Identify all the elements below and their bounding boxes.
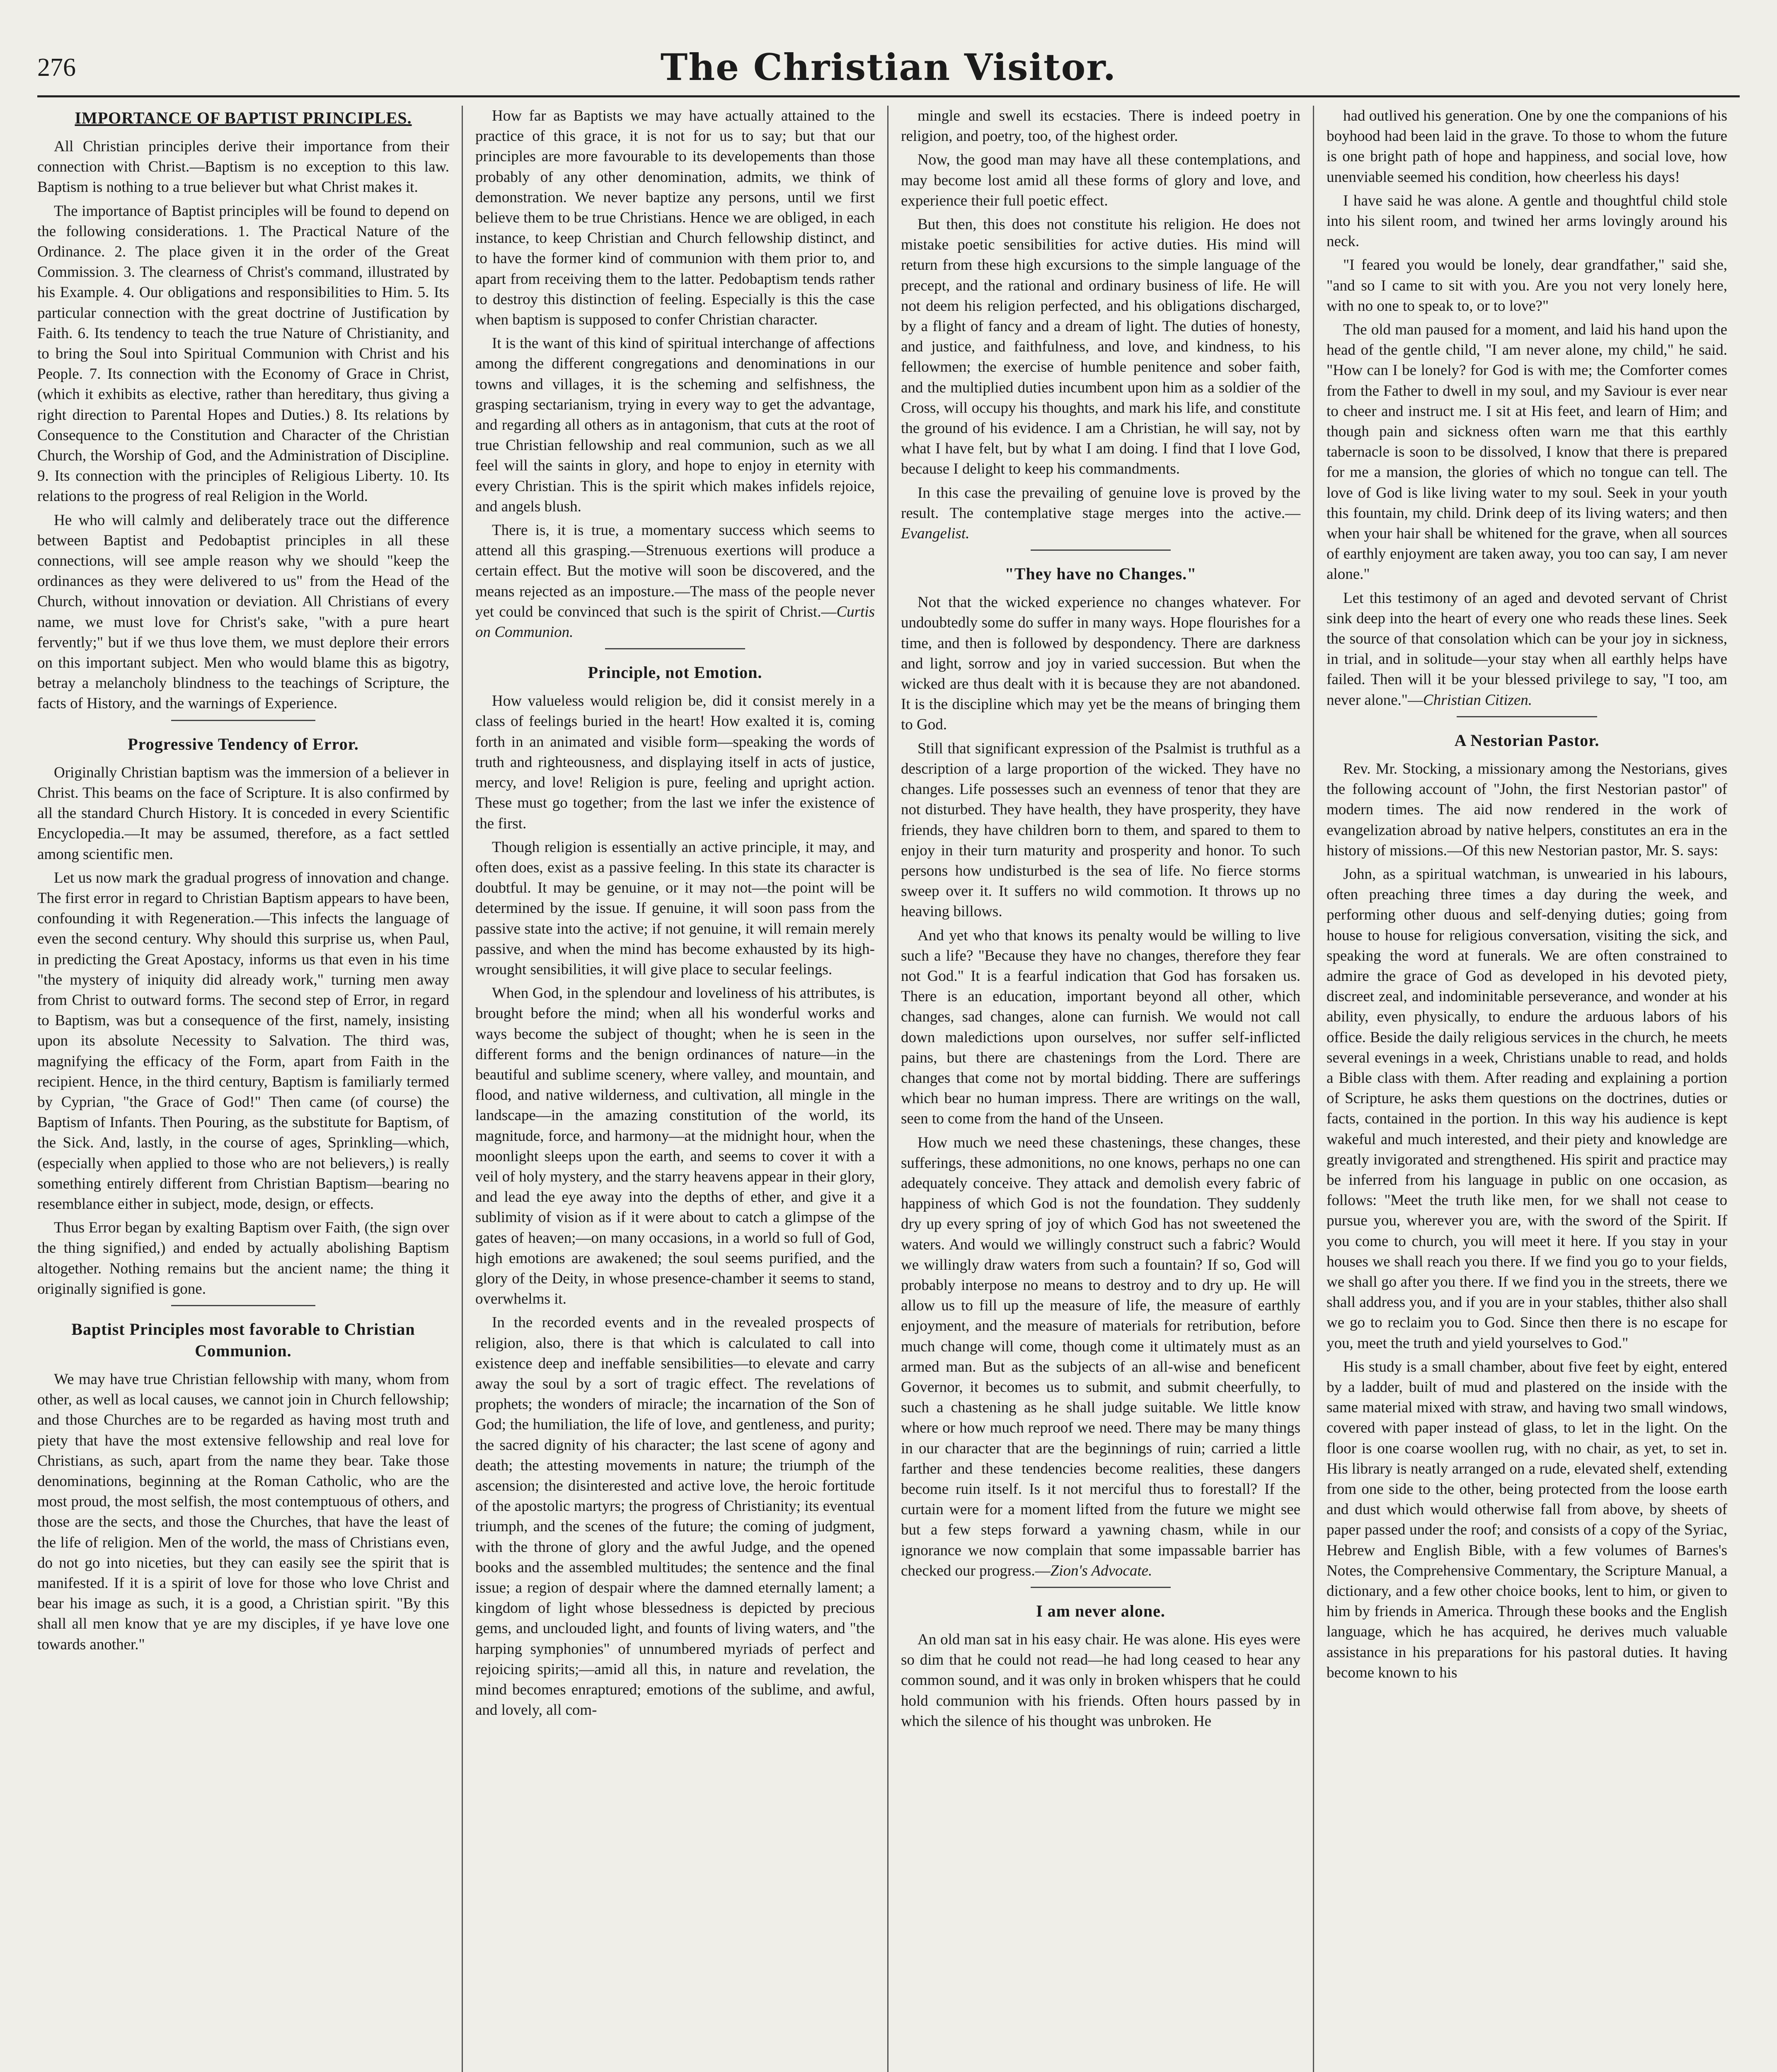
- divider: [1031, 1587, 1170, 1588]
- column-3: [888, 106, 1314, 2072]
- masthead: [37, 37, 1740, 97]
- divider: [1031, 549, 1170, 551]
- column-2: [463, 106, 888, 2072]
- paragraph: Rev. Mr. Stocking, a missionary among the Nestorians, gives the following account of "John, the first Nestorian pastor" of modern times. The aid now rendered in the work of evangelization abroad by native helpers, constitutes an era in the history of missions.—Of this new Nestorian pastor, Mr. S. says:: [1327, 760, 1727, 859]
- paragraph: When God, in the splendour and loveliness of his attributes, is brought before the mind; when all his wonderful works and ways become the subject of thought; when he is seen in the different forms and the benign ordinances of nature—in the beautiful and sublime scenery, where valley, and mountain, and flood, and native wilderness, and cultivation, all mingle in the landscape—in the amazing constitution of the world, its magnitude, force, and harmony—at the midnight hour, when the moonlight sleeps upon the earth, and seems to cover it with a veil of holy mystery, and the starry heavens appear in their glory, and lead the eye away into the depths of ether, and give it a sublimity of vision as if it were about to catch a glimpse of the gates of heaven;—on many occasions, in a world so full of God, high emotions are awakened; the soul seems purified, and the glory of the Deity, in whose presence-chamber it seems to stand, overwhelms it.: [475, 985, 875, 1308]
- paragraph: How far as Baptists we may have actually attained to the practice of this grace, it is not for us to say; but that our principles are more favourable to its developements than those probably of any other denomination, admits, we think of demonstration. We never baptize any persons, until we first believe them to be true Christians. Hence we are obliged, in each instance, to keep Christian and Church fellowship distinct, and to have the former kind of communion with them prior to, and apart from receiving them to the latter. Pedobaptism tends rather to destroy this distinction of feeling. Especially is this the case when baptism is supposed to confer Christian character.: [475, 107, 875, 329]
- column-1: [37, 106, 463, 2072]
- divider: [605, 648, 745, 649]
- article-heading: "They have no Changes.": [1005, 564, 1197, 583]
- paragraph: [901, 483, 1300, 544]
- article-heading: A Nestorian Pastor.: [1454, 731, 1600, 750]
- paragraph: His study is a small chamber, about five feet by eight, entered by a ladder, built of mud and plastered on the inside with the same material mixed with straw, and having two small windows, covered with paper instead of glass, to let in the light. On the floor is one coarse woollen rug, with no chair, as yet, to set in. His library is neatly arranged on a rude, elevated shelf, extending from one side to the other, being protected from the loose earth and dust which would otherwise fall from above, by sheets of paper passed under the roof; and consists of a copy of the Syriac, Hebrew and English Bible, with a few volumes of Barnes's Notes, the Comprehensive Commentary, the Scripture Manual, a dictionary, and a few other choice books, lent to him, or given to him by friends in America. Through these books and the English language, which he has acquired, he derives much valuable assistance in his preparations for his pastoral duties. It having become known to his: [1327, 1358, 1727, 1681]
- paragraph: John, as a spiritual watchman, is unwearied in his labours, often preaching three times a day during the week, and performing other duous and self-denying duties; going from house to house for religious conversation, visiting the sick, and speaking the word at funerals. We are often constrained to admire the grace of God as developed in his devoted piety, discreet zeal, and indominitable perseverance, and wonder at his ability, even physically, to endure the arduous labors of his office. Beside the daily religious services in the church, he meets several evenings in a week, Christians unable to read, and holds a Bible class with them. After reading and explaining a portion of Scripture, he asks them questions on the doctrines, duties or facts, contained in the portion. In this way his audience is kept wakeful and much interested, and their piety and knowledge are greatly invigorated and strengthened. His spirit and practice may be inferred from his language in public on one occasion, as follows: "Meet the truth like men, for we shall not cease to pursue you, wherever you are, with the sword of the Spirit. If you come to church, you will meet it here. If you stay in your houses we shall reach you there. If we find you go to your fields, we shall go after you there. If we find you in the streets, there we shall address you, and if you are in your stables, thither also shall we go to reclaim you to God. Since then there is no escape for you, meet the truth and yield yourselves to God.": [1327, 865, 1727, 1352]
- article-heading: Principle, not Emotion.: [588, 663, 763, 682]
- paragraph: In the recorded events and in the revealed prospects of religion, also, there is that which is calculated to call into existence deep and ineffable sensibilities—to elevate and carry away the soul by a sort of tragic effect. The revelations of prophets; the wonders of miracle; the incarnation of the Son of God; the humiliation, the life of love, and gentleness, and purity; the sacred dignity of his character; the last scene of agony and death; the attesting movements in nature; the triumph of the ascension; the disinterested and active love, the heroic fortitude of the apostolic martyrs; the progress of Christianity; its eventual triumph, and the scenes of the future; the coming of judgment, with the throne of glory and the awful Judge, and the opened books and the assembled multitudes; the sentence and the final issue; a region of despair where the damned eternally lament; a kingdom of light whose blessedness is depicted by precious gems, and unclouded light, and founts of living waters, and "the harping symphonies" of unnumbered myriads of perfect and rejoicing spirits;—amid all this, in nature and revelation, the mind becomes enraptured; emotions of the sublime, and awful, and lovely, all com-: [475, 1314, 875, 1719]
- newspaper-page: [37, 37, 1740, 2072]
- paragraph: The old man paused for a moment, and laid his hand upon the head of the gentle child, "I am never alone, my child," he said. "How can I be lonely? for God is with me; the Comforter comes from the Father to dwell in my soul, and my Saviour is ever near to cheer and instruct me. I sit at His feet, and learn of Him; and though pain and sickness often warn me that this earthly tabernacle is soon to be dissolved, I know that there is prepared for me a mansion, the glories of which no tongue can tell. The love of God is like living water to my soul. Seek in your youth this fountain, my child. Drink deep of its living waters; and then when your hair shall be whitened for the grave, when all sources of earthly enjoyment are taken away, you too can say, I am never alone.": [1327, 321, 1727, 583]
- paragraph: Still that significant expression of the Psalmist is truthful as a description of a large proportion of the wicked. They have no changes. Life possesses such an evenness of tenor that they are not disturbed. They have health, they have prosperity, they have friends, they have children born to them, and spared to them to enjoy in their turn maturity and prosperity and honor. To such persons how undisturbed is the sea of life. No fierce storms sweep over it. It suffers no wild commotion. It throws up no heaving billows.: [901, 740, 1300, 920]
- paragraph: The importance of Baptist principles will be found to depend on the following considerations. 1. The Practical Nature of the Ordinance. 2. The place given it in the order of the Great Commission. 3. The clearness of Christ's command, illustrated by his Example. 4. Our obligations and responsibilities to Him. 5. Its particular connection with the great doctrine of Justification by Faith. 6. Its tendency to teach the true Nature of Christianity, and to bring the Soul into Spiritual Communion with Christ and his People. 7. Its connection with the Economy of Grace in Christ, (which it exhibits as elective, rather than hereditary, thus giving a right direction to Parental Hopes and Duties.) 8. Its relations by Consequence to the Constitution and Character of the Christian Church, the Worship of God, and the Administration of Discipline. 9. Its connection with the principles of Religious Liberty. 10. Its relations to the progress of real Religion in the World.: [37, 202, 449, 505]
- paragraph: I have said he was alone. A gentle and thoughtful child stole into his silent room, and twined her arms lovingly around his neck.: [1327, 192, 1727, 250]
- paragraph-text: How much we need these chastenings, these changes, these sufferings, these admonitions, no one knows, perhaps no one can adequately conceive. They attack and demolish every fabric of happiness of which God is not the foundation. They suddenly dry up every spring of joy of which God has not sweetened the waters. And would we willingly construct such a fabric? Would we willingly draw waters from such a fountain? If so, God will probably interpose no means to destroy and to dry up. He will allow us to fill up the measure of life, the measure of earthly enjoyment, and the measure of materials for retribution, before much change will come, though come it ultimately must as an armed man. But as the subjects of an all-wise and beneficent Governor, it becomes us to submit, and submit cheerfully, to such a chastening as he shall judge suitable. We little know where or how much reproof we need. There may be many things in our character that are the beginnings of ruin; carried a little farther and these tendencies become realities, these dangers become ruin itself. Is it not merciful thus to forestall? If the curtain were for a moment lifted from the future we might see but a few steps forward a yawning chasm, while in our ignorance we now complain that some impassable barrier has checked our progress.—: [901, 1134, 1300, 1579]
- attribution: Curtis on Communion.: [475, 603, 875, 641]
- paragraph: Thus Error began by exalting Baptism over Faith, (the sign over the thing signified,) and ended by actually abolishing Baptism altogether. Nothing remains but the ancient name; the thing it originally signified is gone.: [37, 1219, 449, 1297]
- paragraph: Let us now mark the gradual progress of innovation and change. The first error in regard to Christian Baptism appears to have been, confounding it with Regeneration.—This infects the language of even the second century. Why should this surprise us, when Paul, in predicting the Great Apostacy, informs us that even in his time "the mystery of iniquity did already work," turning men away from Christ to outward forms. The second step of Error, in regard to Baptism, was but a consequence of the first, namely, insisting upon its absolute Necessity to Salvation. The third was, magnifying the efficacy of the Form, apart from Faith in the recipient. Hence, in the third century, Baptism is familiarly termed by Cyprian, "the Grace of God!" Then came (of course) the Baptism of Infants. Then Pouring, as the substitute for Baptism, of the Sick. And, lastly, in the course of ages, Sprinkling—which, (especially when applied to those who are not believers,) is really something entirely different from Christian Baptism—bearing no resemblance either in subject, mode, design, or effects.: [37, 869, 449, 1213]
- paragraph: [475, 520, 875, 642]
- paragraph: [1327, 588, 1727, 710]
- paragraph: [901, 1133, 1300, 1581]
- attribution: Christian Citizen.: [1423, 691, 1532, 709]
- paragraph: Not that the wicked experience no changes whatever. For undoubtedly some do suffer in many ways. Hope flourishes for a time, and then is followed by despondency. There are darkness and light, sorrow and joy in varied succession. But when the wicked are thus dealt with it is because they are not abandoned. It is the discipline which may yet be the means of bringing them to God.: [901, 594, 1300, 733]
- article-heading: Progressive Tendency of Error.: [128, 734, 359, 753]
- paragraph: We may have true Christian fellowship with many, whom from other, as well as local causes, we cannot join in Church fellowship; and those Churches are to be regarded as having most truth and piety that have the most extensive fellowship and real love for Christians, as such, apart from the name they bear. Take those denominations, beginning at the Roman Catholic, who are the most proud, the most selfish, the most contemptuous of others, and those are the sects, and those the Churches, that have the least of the life of religion. Men of the world, the mass of Christians even, do not go into niceties, but they can easily see the spirit that is manifested. If it is a spirit of love for those who love Christ and bear his image as such, it is a good, a Christian spirit. "By this shall all men know that ye are my disciples, if ye have love one towards another.": [37, 1370, 449, 1653]
- paragraph: He who will calmly and deliberately trace out the difference between Baptist and Pedobaptist principles in all these connections, will see ample reason why we should "keep the ordinances as they were delivered to us" from the Head of the Church, without innovation or deviation. All Christians of every name, we must love for Christ's sake, "with a pure heart fervently;" but if we thus love them, we must deplore their errors on this important subject. Men who would blame this as bigotry, betray a melancholy blindness to the teachings of Scripture, the facts of History, and the warnings of Experience.: [37, 511, 449, 712]
- paragraph: had outlived his generation. One by one the companions of his boyhood had been laid in the grave. To those to whom the future is one bright path of hope and happiness, and social love, how unenviable seemed his condition, how cheerless his days!: [1327, 107, 1727, 186]
- divider: [1457, 716, 1597, 717]
- article-columns: [37, 106, 1740, 2072]
- paragraph: But then, this does not constitute his religion. He does not mistake poetic sensibilities for active duties. His mind will return from these high excursions to the simple language of the precept, and the rational and ordinary business of life. He will not deem his religion perfected, and his obligations discharged, by a flight of fancy and a dream of light. The duties of honesty, and justice, and faithfulness, and love, and kindness, to his fellowmen; the exercise of humble penitence and sober faith, and the multiplied duties incumbent upon him as a soldier of the Cross, will occupy his thoughts, and mark his life, and constitute the ground of his evidence. I am a Christian, he will say, not by what I have felt, but by what I am doing. I find that I love God, because I delight to keep his commandments.: [901, 216, 1300, 478]
- attribution: Zion's Advocate.: [1050, 1562, 1152, 1579]
- article-heading: I am never alone.: [1036, 1602, 1165, 1621]
- paragraph: An old man sat in his easy chair. He was alone. His eyes were so dim that he could not read—he had long ceased to hear any common sound, and it was only in broken whispers that he could hold communion with his friends. Often hours passed by in which the silence of his thought was unbroken. He: [901, 1631, 1300, 1730]
- paragraph-text: Let this testimony of an aged and devoted servant of Christ sink deep into the heart of every one who reads these lines. Seek the source of that consolation which can be your joy in sickness, in trial, and in solitude—your stay when all earthly helps have failed. Then will it be your blessed privilege to say, "I too, am never alone."—: [1327, 589, 1727, 709]
- paragraph: And yet who that knows its penalty would be willing to live such a life? "Because they have no changes, therefore they fear not God." It is a fearful indication that God has forsaken us. There is an education, important beyond all other, which changes, sad changes, alone can furnish. We would not call down maledictions upon ourselves, nor suffer self-inflicted pains, but there are chastenings from the Lord. There are changes that come not by mortal bidding. There are sufferings which bear no human impress. There are writings on the wall, seen to come from the hand of the Unseen.: [901, 927, 1300, 1128]
- newspaper-title: The Christian Visitor.: [660, 46, 1117, 89]
- paragraph: "I feared you would be lonely, dear grandfather," said she, "and so I came to sit with you. Are you not very lonely here, with no one to speak to, or to love?": [1327, 257, 1727, 315]
- paragraph-text: In this case the prevailing of genuine love is proved by the result. The contemplative stage merges into the active.—: [901, 484, 1300, 522]
- column-4: [1314, 106, 1740, 2072]
- paragraph-text: There is, it is true, a momentary success which seems to attend all this grasping.—Strenuous exertions will produce a certain effect. But the motive will soon be discovered, and the means rejected as an imposture.—The mass of the people never yet could be convinced that such is the spirit of Christ.—: [475, 522, 875, 620]
- paragraph: How valueless would religion be, did it consist merely in a class of feelings buried in the heart! How exalted it is, coming forth in an animated and visible form—speaking the words of truth and righteousness, and displaying itself in acts of justice, mercy, and love! Religion is pure, feeling and upright action. These must go together; from the last we infer the existence of the first.: [475, 692, 875, 832]
- paragraph: mingle and swell its ecstacies. There is indeed poetry in religion, and poetry, too, of the highest order.: [901, 107, 1300, 145]
- divider: [171, 1305, 315, 1306]
- paragraph: Though religion is essentially an active principle, it may, and often does, exist as a passive feeling. In this state its character is doubtful. It may be genuine, or it may not—the point will be determined by the issue. If genuine, it will soon pass from the passive state into the active; if not genuine, it will remain merely passive, and when the mind has become exhausted by its high-wrought sensibilities, it will give place to secular feelings.: [475, 838, 875, 978]
- paragraph: Now, the good man may have all these contemplations, and may become lost amid all these forms of glory and love, and experience their full poetic effect.: [901, 151, 1300, 209]
- paragraph: It is the want of this kind of spiritual interchange of affections among the different congregations and denominations in our towns and villages, it is the scheming and selfishness, the grasping sectarianism, trying in every way to get the advantage, and regarding all others as in antagonism, that cuts at the root of true Christian fellowship and real communion, such as we all feel will the saints in glory, and hope to enjoy in eternity with every Christian. This is the spirit which makes infidels rejoice, and angels blush.: [475, 335, 875, 515]
- article-heading: Baptist Principles most favorable to Christian Communion.: [71, 1319, 415, 1360]
- paragraph: All Christian principles derive their importance from their connection with Christ.—Baptism is no exception to this law. Baptism is nothing to a true believer but what Christ makes it.: [37, 138, 449, 196]
- article-heading: IMPORTANCE OF BAPTIST PRINCIPLES.: [75, 109, 412, 127]
- attribution: Evangelist.: [901, 525, 970, 542]
- divider: [171, 720, 315, 721]
- page-number: 276: [37, 53, 76, 82]
- paragraph: Originally Christian baptism was the immersion of a believer in Christ. This beams on the face of Scripture. It is also confirmed by all the standard Church History. It is conceded in every Scientific Encyclopedia.—It may be assumed, therefore, as a fact settled among scientific men.: [37, 764, 449, 863]
